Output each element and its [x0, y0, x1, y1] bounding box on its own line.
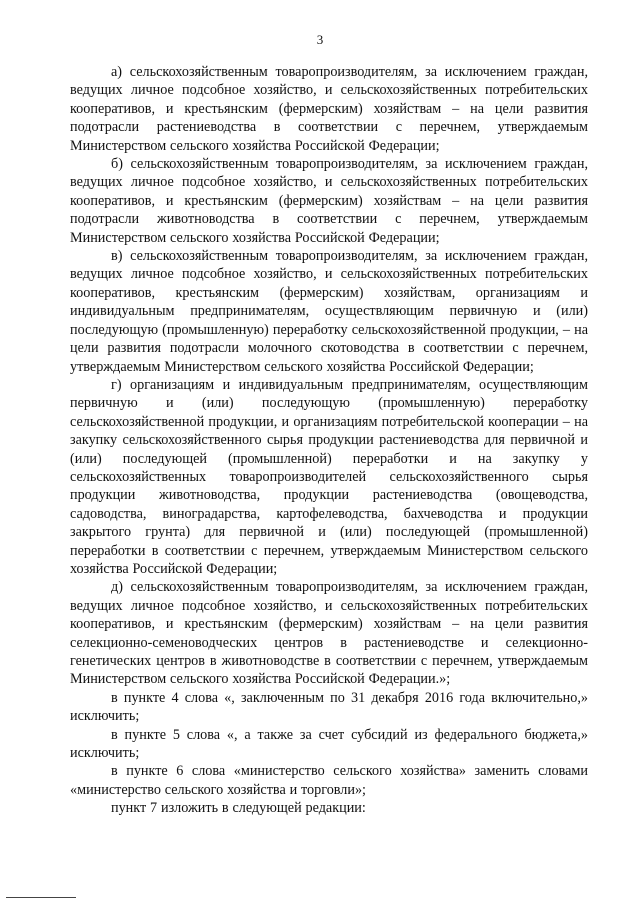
amendment-point-7: пункт 7 изложить в следующей редакции: [111, 800, 366, 817]
list-item-d: д) сельскохозяйственным товаропроизводителям, за исключением граждан, ведущих личное подсобное хозяйство, и сельскохозяйственных потребительских кооперативов, и крестьянским (фермерским) хозяйствам – на цели развития селекционно-семеноводческих центров в растениеводстве и селекционно-генетических центров в животноводстве в соответствии с перечнем, утверждаемым Министерством сельского хозяйства Российской Федерации.»; [70, 579, 588, 688]
amendment-point-6: в пункте 6 слова «министерство сельского хозяйства» заменить словами «министерство сельского хозяйства и торговли»; [70, 763, 588, 798]
page-number: 3 [316, 32, 324, 47]
amendment-point-4: в пункте 4 слова «, заключенным по 31 декабря 2016 года включительно,» исключить; [70, 689, 588, 725]
document-body [70, 63, 588, 818]
list-item-a: а) сельскохозяйственным товаропроизводителям, за исключением граждан, ведущих личное подсобное хозяйство, и сельскохозяйственных потребительских кооперативов, и крестьянским (фермерским) хозяйствам – на цели развития подотрасли растениеводства в соответствии с перечнем, утверждаемым Министерством сельского хозяйства Российской Федерации; [70, 64, 588, 154]
list-item-v: в) сельскохозяйственным товаропроизводителям, за исключением граждан, ведущих личное подсобное хозяйство, и сельскохозяйственных потребительских кооперативов, крестьянским (фермерским) хозяйствам, организациям и индивидуальным предпринимателям, осуществляющим первичную и (или) последующую (промышленную) переработку сельскохозяйственной продукции, – на цели развития подотрасли молочного скотоводства в соответствии с перечнем, утверждаемым Министерством сельского хозяйства Российской Федерации; [70, 248, 588, 375]
footer-divider [6, 897, 76, 898]
amendment-point-5: в пункте 5 слова «, а также за счет субсидий из федерального бюджета,» исключить; [70, 726, 588, 762]
list-item-b: б) сельскохозяйственным товаропроизводителям, за исключением граждан, ведущих личное подсобное хозяйство, и сельскохозяйственных потребительских кооперативов, и крестьянским (фермерским) хозяйствам – на цели развития подотрасли животноводства в соответствии с перечнем, утверждаемым Министерством сельского хозяйства Российской Федерации; [70, 156, 588, 246]
list-item-g: г) организациям и индивидуальным предпринимателям, осуществляющим первичную и (или) последующую (промышленную) переработку сельскохозяйственной продукции, и организациям потребительской кооперации – на закупку сельскохозяйственного сырья продукции растениеводства для первичной и (или) последующей (промышленной) переработки и на закупку у сельскохозяйственных товаропроизводителей сельскохозяйственного сырья продукции животноводства, продукции растениеводства (овощеводства, садоводства, виноградарства, картофелеводства, бахчеводства и продукции закрытого грунта) для первичной и (или) последующей (промышленной) переработки в соответствии с перечнем, утверждаемым Министерством сельского хозяйства Российской Федерации; [70, 376, 588, 577]
